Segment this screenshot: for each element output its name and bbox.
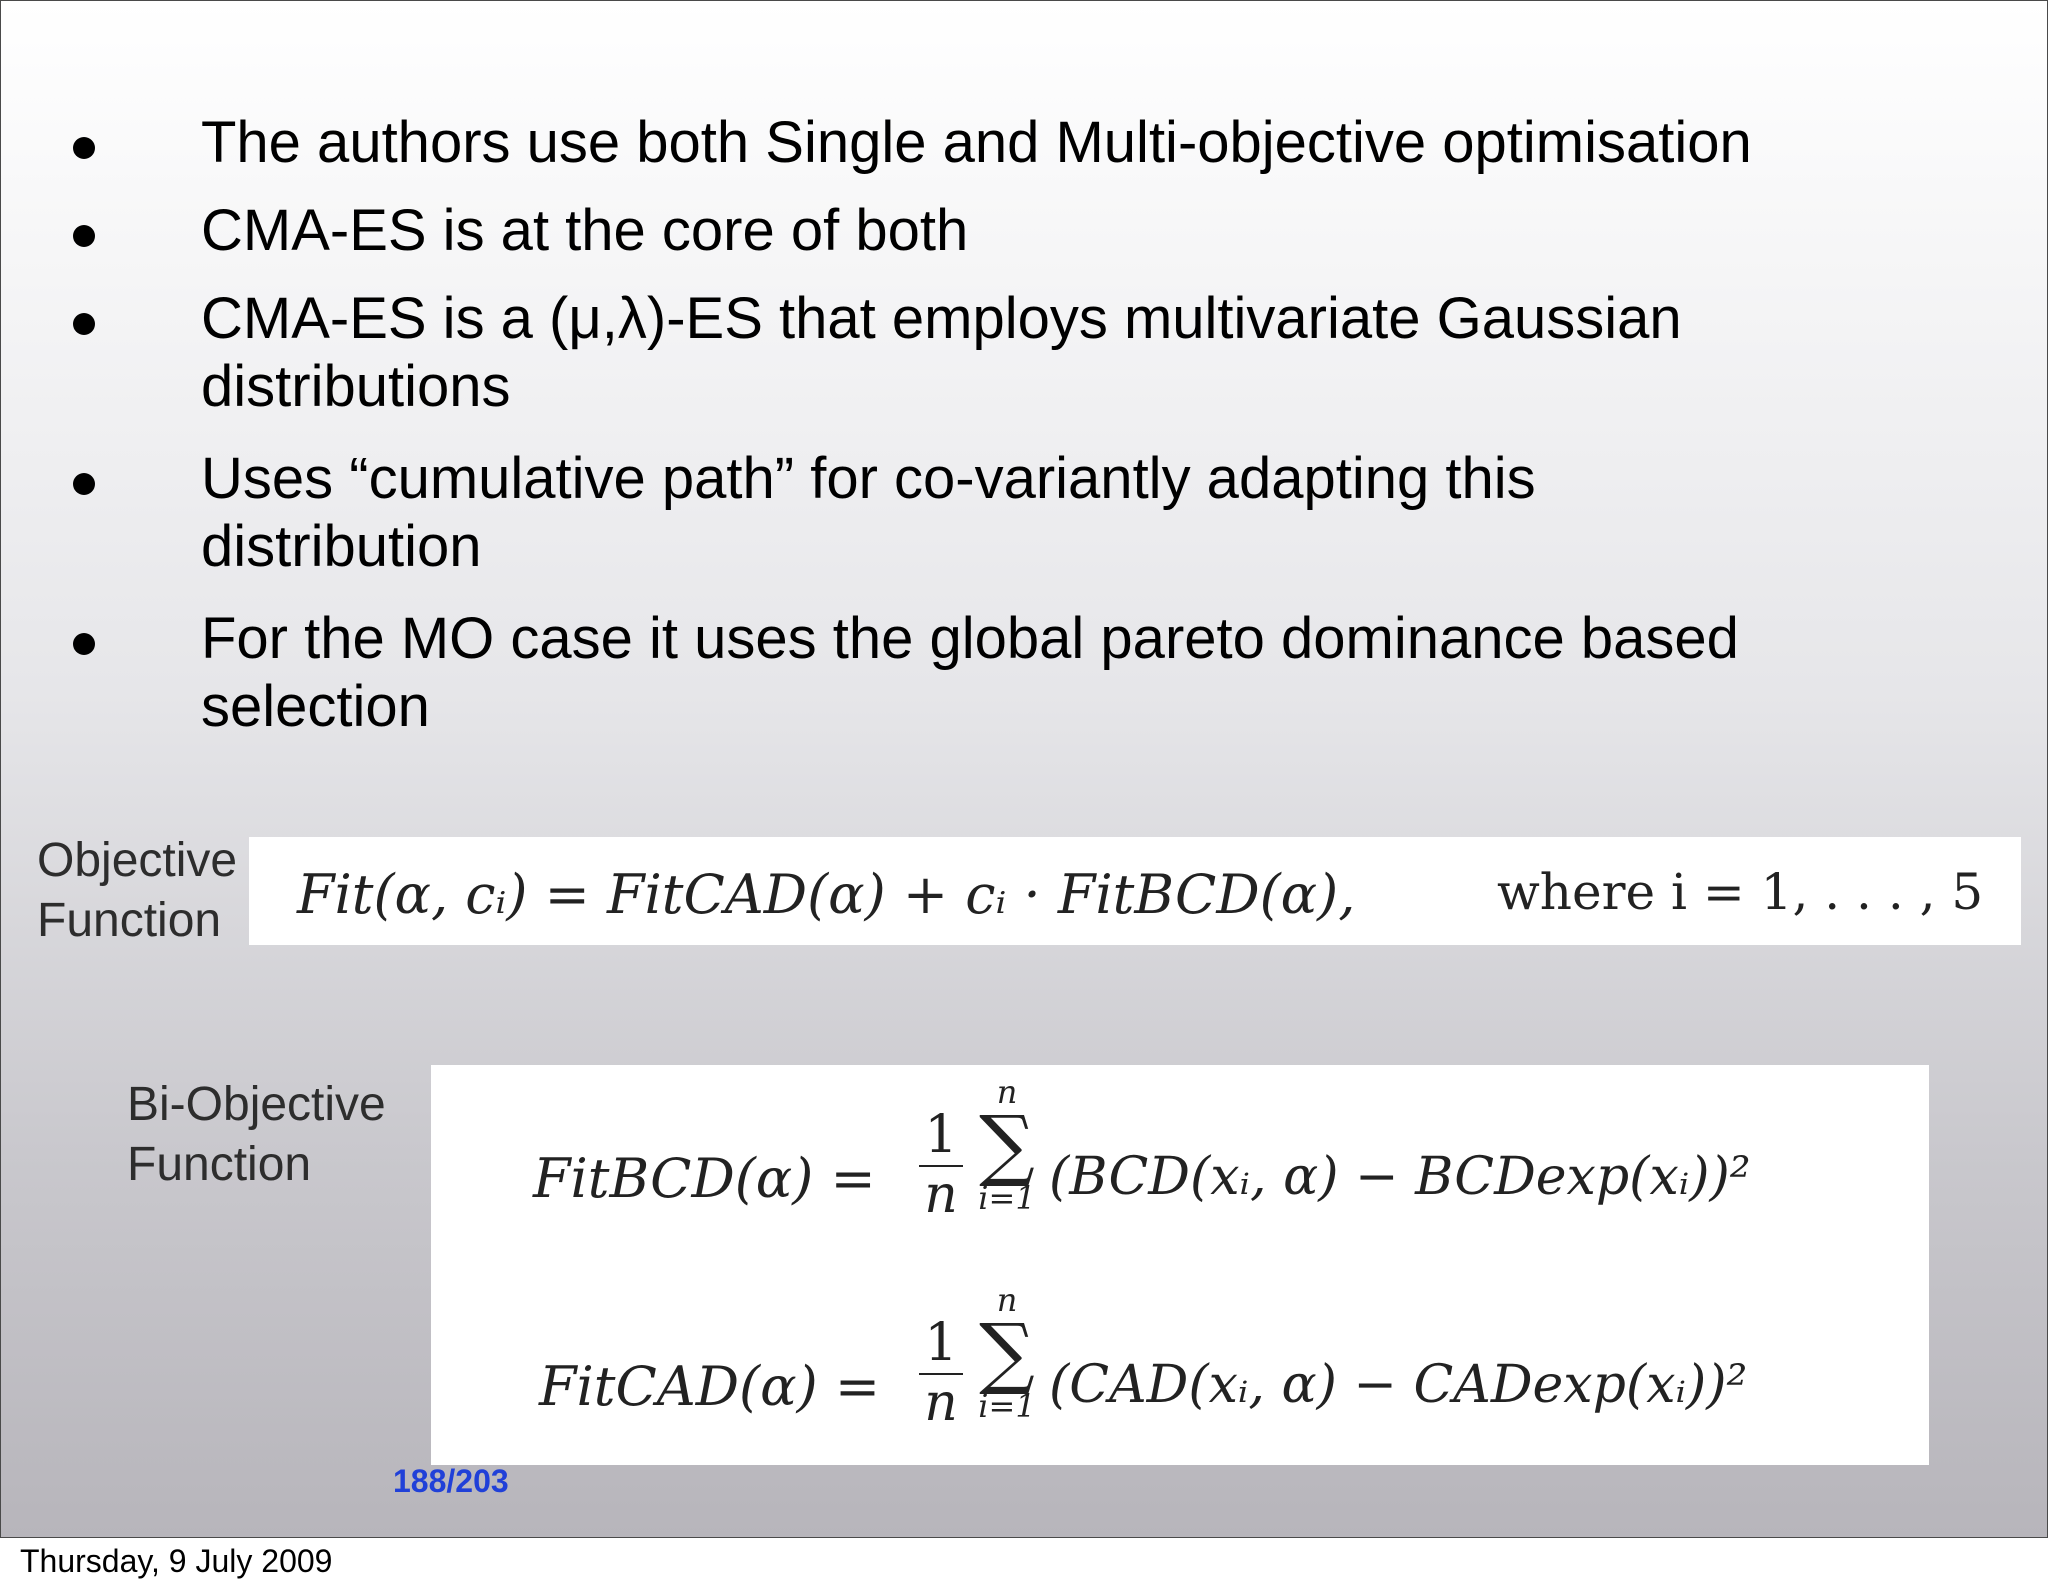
- objective-equation: Fit(α, cᵢ) = FitCAD(α) + cᵢ · FitBCD(α),: [297, 863, 1356, 926]
- sum-icon: ∑: [979, 1100, 1035, 1190]
- bullet-text-line2: distributions: [201, 354, 511, 419]
- bullet-item: [61, 285, 1981, 421]
- objective-equation-box: [249, 837, 2021, 945]
- bullet-dot-icon: [73, 137, 95, 159]
- fitcad-fraction: 1 n: [911, 1315, 971, 1431]
- objective-where: where i = 1, . . . , 5: [1497, 863, 1984, 921]
- fitcad-sum: n ∑ i=1: [967, 1283, 1047, 1423]
- bullet-text: The authors use both Single and Multi-objective optimisation: [201, 110, 1752, 175]
- page-number: 188/203: [393, 1463, 509, 1499]
- bullet-dot-icon: [73, 633, 95, 655]
- fitbcd-fraction: 1 n: [911, 1107, 971, 1223]
- sum-icon: ∑: [979, 1308, 1035, 1398]
- fitcad-lhs: FitCAD(α) =: [539, 1355, 881, 1418]
- fitbcd-sum: n ∑ i=1: [967, 1075, 1047, 1215]
- objective-label: Objective Function: [37, 834, 238, 947]
- bullet-text-line1: For the MO case it uses the global pareto dominance based: [201, 606, 1739, 671]
- bullet-dot-icon: [73, 313, 95, 335]
- bullet-text-line2: distribution: [201, 514, 482, 579]
- biobjective-label: Bi-Objective Function: [127, 1078, 386, 1191]
- bullet-item: [61, 445, 1981, 581]
- fitbcd-rhs: (BCD(xᵢ, α) − BCDexp(xᵢ))²: [1049, 1147, 1751, 1207]
- biobjective-equation-box: [431, 1065, 1929, 1465]
- bullet-dot-icon: [73, 225, 95, 247]
- bullet-item: [61, 605, 1981, 741]
- bullet-item: [61, 109, 1981, 177]
- bullet-dot-icon: [73, 473, 95, 495]
- bullet-list: [61, 109, 1981, 765]
- footer-date: Thursday, 9 July 2009: [20, 1543, 333, 1579]
- fitcad-rhs: (CAD(xᵢ, α) − CADexp(xᵢ))²: [1049, 1355, 1748, 1415]
- bullet-item: [61, 197, 1981, 265]
- fitbcd-lhs: FitBCD(α) =: [533, 1147, 876, 1210]
- bullet-text-line2: selection: [201, 674, 430, 739]
- bullet-text: CMA-ES is at the core of both: [201, 198, 969, 263]
- bullet-text-line1: CMA-ES is a (μ,λ)-ES that employs multivariate Gaussian: [201, 286, 1682, 351]
- bullet-text-line1: Uses “cumulative path” for co-variantly adapting this: [201, 446, 1536, 511]
